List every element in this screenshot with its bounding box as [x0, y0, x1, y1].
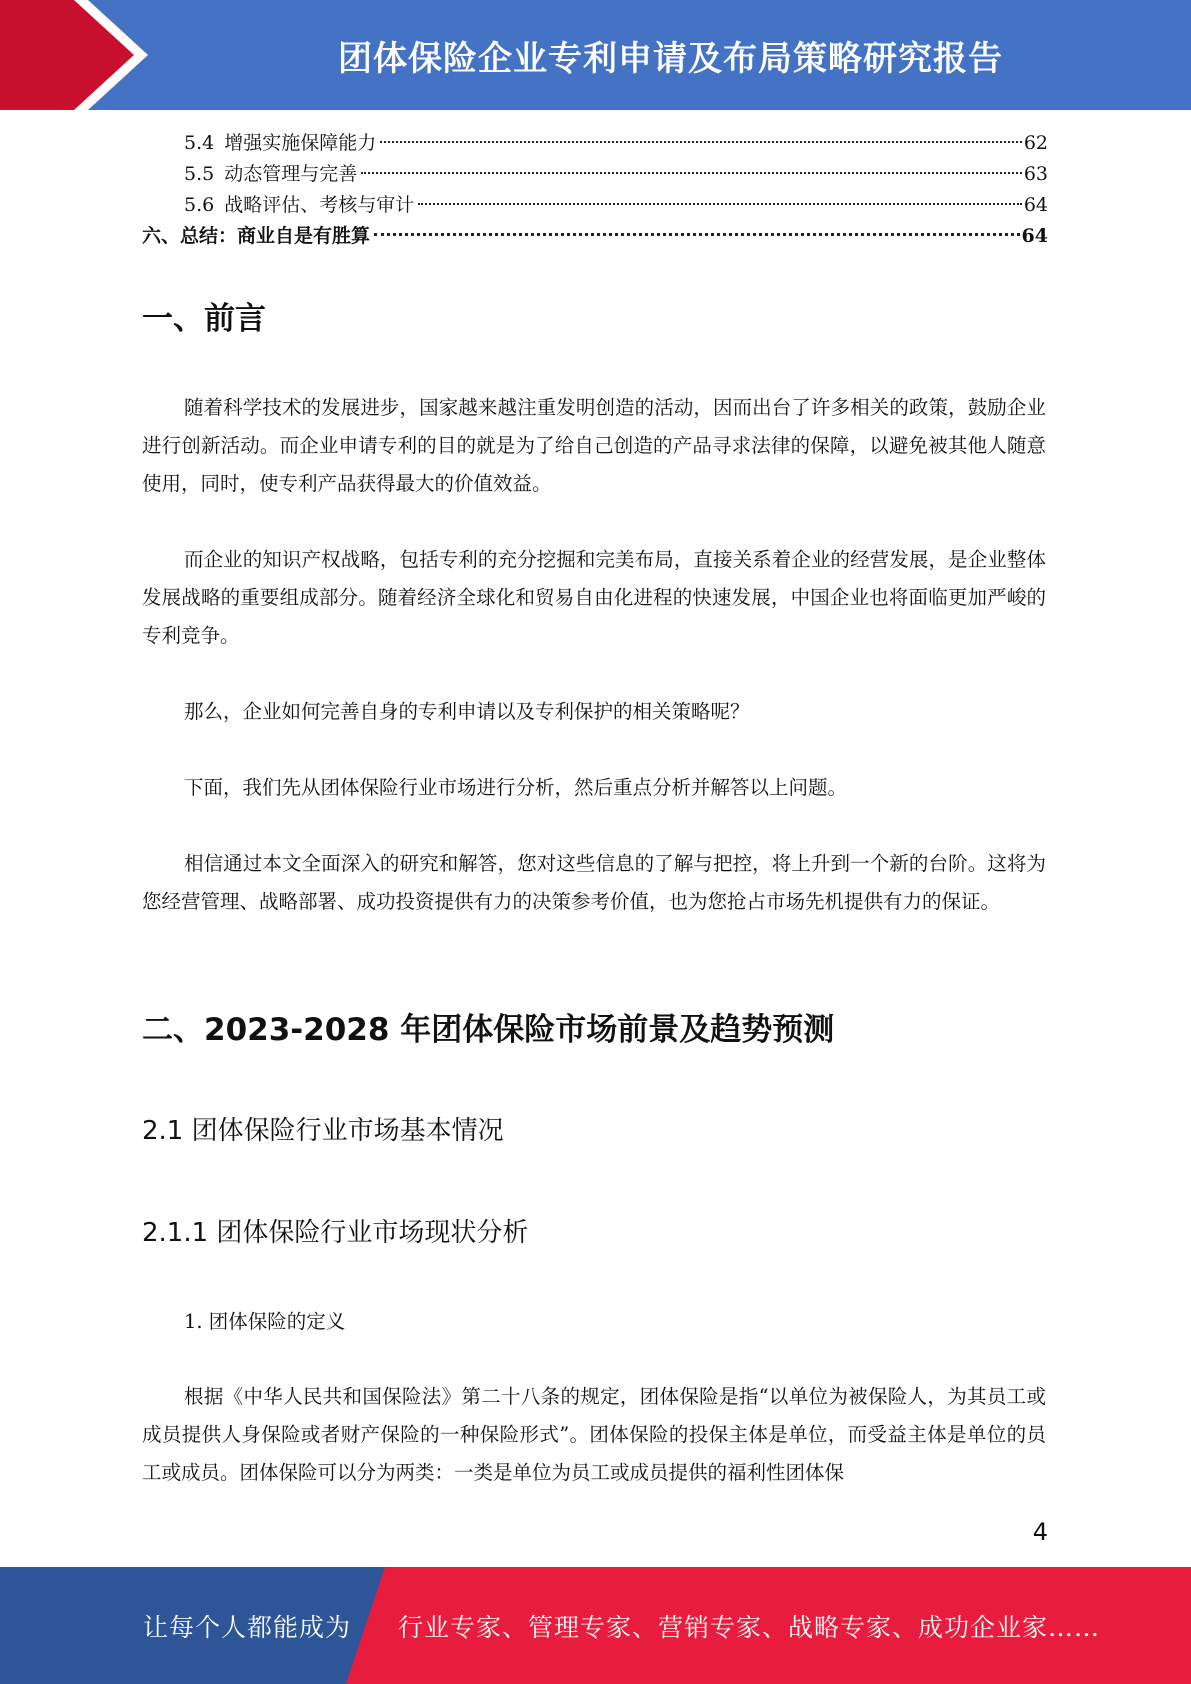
- toc-entry-title: 战略评估、考核与审计: [224, 194, 415, 216]
- numbered-item: 1. 团体保险的定义: [184, 1310, 346, 1333]
- toc-entry-title: 六、总结：商业自是有胜算: [142, 225, 371, 247]
- body-paragraph: 相信通过本文全面深入的研究和解答，您对这些信息的了解与把控，将上升到一个新的台阶。这将为您经营管理、战略部署、成功投资提供有力的决策参考价值，也为您抢占市场先机提供有力的保证。: [142, 852, 1046, 913]
- toc-dot-leader: [374, 233, 1020, 236]
- toc-entry-number: 5.6: [184, 194, 215, 216]
- footer-slogan-left: 让每个人都能成为: [143, 1612, 352, 1642]
- report-title: 团体保险企业专利申请及布局策略研究报告: [338, 38, 1003, 79]
- toc-dot-leader: [380, 141, 1022, 143]
- toc-entry[interactable]: [142, 128, 1048, 159]
- toc-dot-leader: [418, 203, 1022, 205]
- subsubsection-heading: 2.1.1 团体保险行业市场现状分析: [142, 1218, 529, 1248]
- section-heading-market-outlook: 二、2023-2028 年团体保险市场前景及趋势预测: [142, 1012, 835, 1048]
- table-of-contents: [142, 128, 1048, 252]
- page-header: [0, 0, 1191, 110]
- toc-entry-number: 5.5: [184, 163, 215, 185]
- toc-entry-page: 64: [1021, 225, 1048, 247]
- toc-entry-number: 5.4: [184, 132, 215, 154]
- toc-entry[interactable]: [142, 190, 1048, 221]
- body-paragraph: 那么，企业如何完善自身的专利申请以及专利保护的相关策略呢？: [184, 700, 750, 723]
- toc-entry-page: 62: [1023, 132, 1048, 154]
- toc-dot-leader: [361, 172, 1022, 174]
- toc-entry[interactable]: [142, 221, 1048, 252]
- section-heading-preface: 一、前言: [142, 301, 266, 337]
- toc-entry-page: 64: [1023, 194, 1048, 216]
- footer-slogan-right: 行业专家、管理专家、营销专家、战略专家、成功企业家……: [398, 1612, 1101, 1642]
- toc-entry[interactable]: [142, 159, 1048, 190]
- subsection-heading: 2.1 团体保险行业市场基本情况: [142, 1116, 504, 1146]
- page-number: 4: [1032, 1518, 1048, 1546]
- toc-entry-title: 增强实施保障能力: [224, 132, 377, 154]
- body-paragraph: 下面，我们先从团体保险行业市场进行分析，然后重点分析并解答以上问题。: [184, 776, 848, 799]
- toc-entry-page: 63: [1023, 163, 1048, 185]
- body-paragraph: 随着科学技术的发展进步，国家越来越注重发明创造的活动，因而出台了许多相关的政策，鼓励企业进行创新活动。而企业申请专利的目的就是为了给自己创造的产品寻求法律的保障，以避免被其他人随意使用，同时，使专利产品获得最大的价值效益。: [142, 396, 1046, 495]
- body-paragraph: 根据《中华人民共和国保险法》第二十八条的规定，团体保险是指“以单位为被保险人，为其员工或成员提供人身保险或者财产保险的一种保险形式”。团体保险的投保主体是单位，而受益主体是单位的员工或成员。团体保险可以分为两类：一类是单位为员工或成员提供的福利性团体保: [142, 1385, 1046, 1484]
- toc-entry-title: 动态管理与完善: [224, 163, 358, 185]
- page-footer: [0, 1567, 1191, 1684]
- body-paragraph: 而企业的知识产权战略，包括专利的充分挖掘和完美布局，直接关系着企业的经营发展，是企业整体发展战略的重要组成部分。随着经济全球化和贸易自由化进程的快速发展，中国企业也将面临更加严峻的专利竞争。: [142, 548, 1046, 647]
